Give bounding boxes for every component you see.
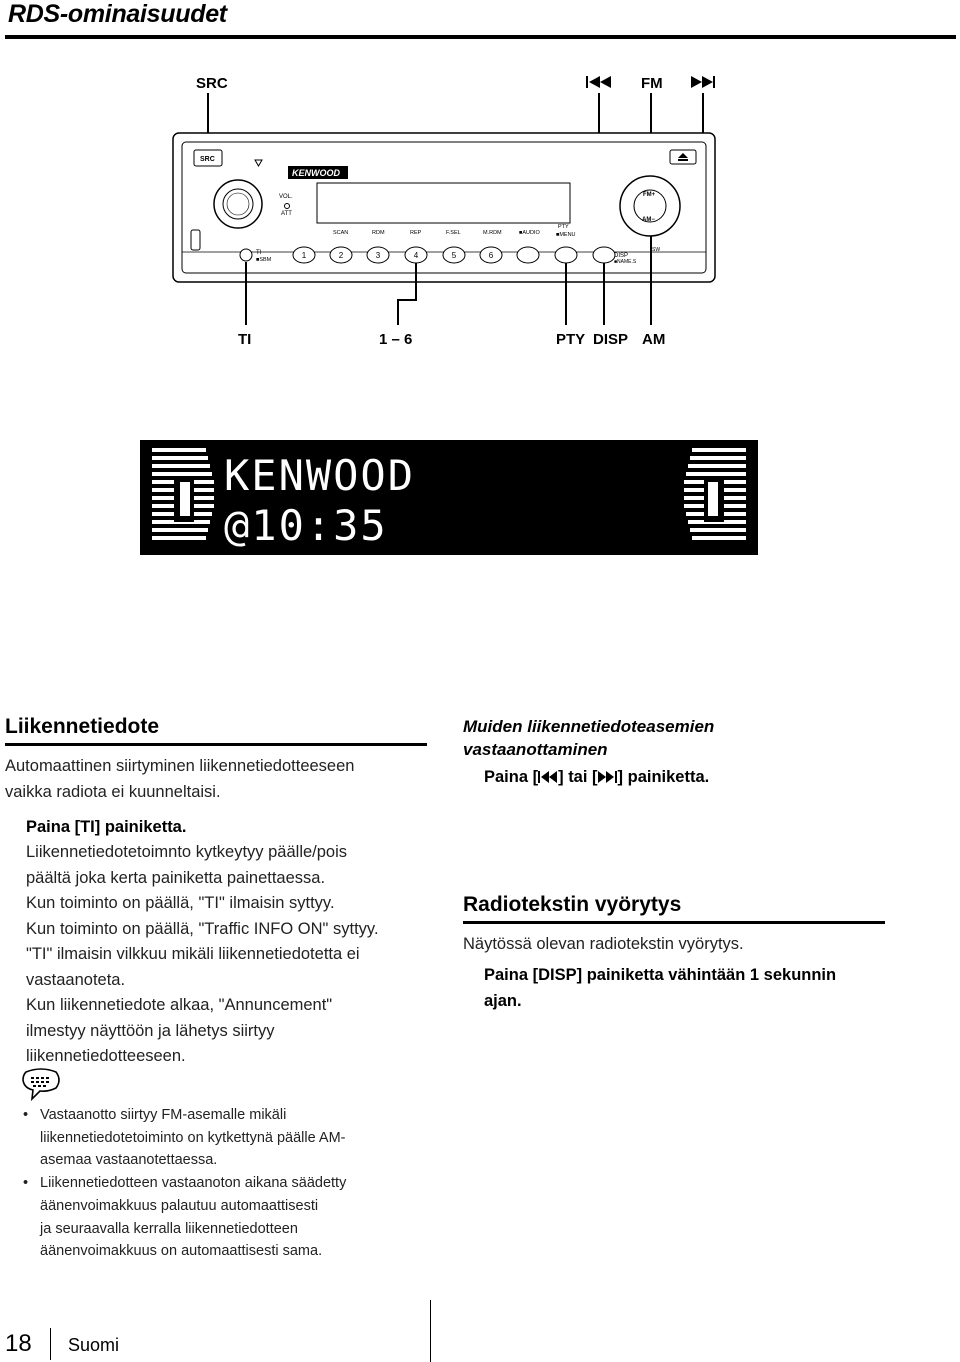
brand-logo: KENWOOD (292, 168, 340, 178)
note-item: • Vastaanotto siirtyy FM-asemalle mikäli liikennetiedotetoiminto on kytkettynä päälle AM- asemaa vastaanotettaessa. (23, 1107, 346, 1169)
svg-text:SCAN: SCAN (333, 230, 349, 236)
heading-rule (463, 921, 885, 924)
left-intro: Automaattinen siirtyminen liikennetiedotteeseen vaikka radiota ei kuunneltaisi. (5, 757, 355, 801)
column-divider (430, 1300, 431, 1362)
left-details: Liikennetiedotetoimnto kytkeytyy päälle/pois päältä joka kerta painiketta painettaessa. Kun toiminto on päällä, "TI" ilmaisin syttyy. Kun toiminto on päällä, "Traffic INFO ON" syttyy. "TI" ilmaisin vilkkuu mikäli liikennetiedotetta ei vastaanoteta. Kun liikennetiedote alkaa, "Annuncement" ilmestyy näyttöön ja lähetys siirtyy liikennetiedotteeseen. (26, 843, 379, 1065)
prev-track-icon (538, 771, 558, 783)
svg-text:AM−: AM− (642, 217, 655, 223)
next-track-icon (598, 771, 618, 783)
svg-text:SW: SW (652, 247, 661, 253)
callout-am: AM (642, 331, 666, 348)
page-language: Suomi (68, 1335, 120, 1355)
callout-src: SRC (196, 75, 228, 92)
lcd-line1: KENWOOD (224, 451, 416, 500)
note-list (23, 1104, 346, 1263)
lcd-line2: @10:35 (224, 501, 388, 550)
right-action-seek: Paina [ ] tai [ ] painiketta. (484, 768, 710, 786)
heading-rule (5, 743, 427, 746)
svg-text:■SBM: ■SBM (256, 257, 272, 263)
right-intro: Näytössä olevan radiotekstin vyörytys. (463, 935, 744, 953)
svg-text:6: 6 (488, 251, 494, 260)
svg-text:RDM: RDM (372, 230, 385, 236)
heading-radioteksti: Radiotekstin vyörytys (463, 893, 682, 916)
subheading-muiden: Muiden liikennetiedoteasemien vastaanottaminen (463, 717, 715, 759)
title-rule (5, 35, 956, 39)
note-icon (20, 1068, 62, 1102)
radio-faceplate-diagram (0, 60, 960, 360)
lcd-display (140, 440, 758, 555)
svg-text:SRC: SRC (200, 156, 215, 163)
callout-fm: FM (641, 75, 663, 92)
svg-text:■MENU: ■MENU (556, 232, 576, 238)
svg-text:TI: TI (256, 250, 262, 256)
callout-pty: PTY (556, 331, 586, 348)
svg-text:1: 1 (301, 251, 307, 260)
svg-text:F.SEL: F.SEL (446, 230, 461, 236)
svg-text:DISP: DISP (614, 253, 629, 259)
callout-ti: TI (238, 331, 252, 348)
page-title: RDS-ominaisuudet (8, 0, 227, 28)
right-action-disp: Paina [DISP] painiketta vähintään 1 sekunnin ajan. (484, 966, 837, 1010)
svg-text:VOL.: VOL. (279, 194, 293, 200)
preset-buttons (293, 247, 615, 263)
svg-text:M.RDM: M.RDM (483, 230, 502, 236)
ti-button (240, 249, 252, 261)
svg-text:3: 3 (375, 251, 381, 260)
callout-next-track-icon (691, 76, 715, 88)
svg-text:■AUDIO: ■AUDIO (519, 230, 540, 236)
callout-prev-track-icon (586, 76, 611, 88)
svg-text:2: 2 (338, 251, 344, 260)
svg-text:5: 5 (451, 251, 457, 260)
left-action: Paina [TI] painiketta. (26, 818, 187, 836)
note-item: • Liikennetiedotteen vastaanoton aikana säädetty äänenvoimakkuus palautuu automaattisesti ja seuraavalla kerralla liikennetiedotteen äänenvoimakkuus on automaattisesti sama. (23, 1175, 347, 1260)
svg-text:4: 4 (413, 251, 419, 260)
callout-disp: DISP (593, 331, 629, 348)
footer-divider (50, 1328, 51, 1360)
svg-text:FM+: FM+ (643, 192, 656, 198)
svg-text:PTY: PTY (558, 224, 569, 230)
svg-text:REP: REP (410, 230, 422, 236)
svg-text:ATT: ATT (281, 211, 292, 217)
svg-text:■NAME.S: ■NAME.S (614, 259, 637, 265)
page-number: 18 (5, 1330, 32, 1357)
heading-liikennetiedote: Liikennetiedote (5, 715, 160, 738)
callout-presets: 1 – 6 (379, 331, 413, 348)
